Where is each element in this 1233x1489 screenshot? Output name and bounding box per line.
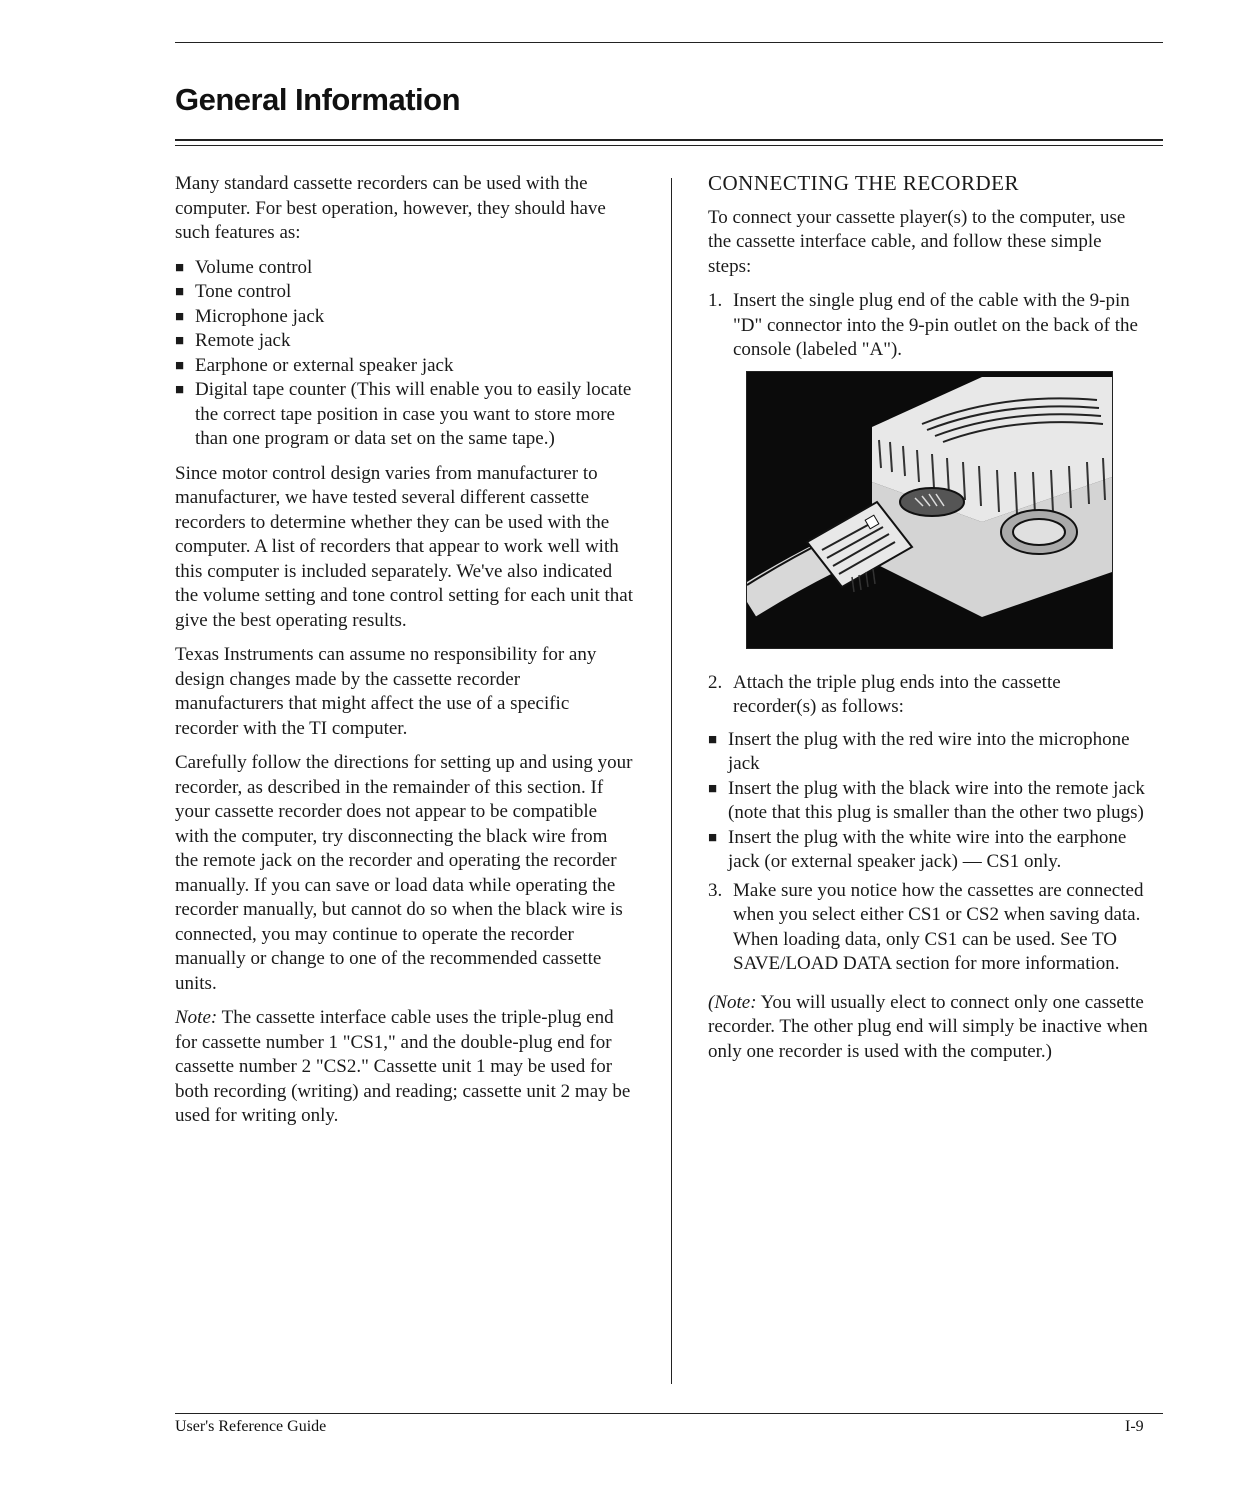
note-paragraph	[175, 1006, 633, 1129]
page-title: General Information	[175, 82, 461, 117]
left-column	[175, 172, 633, 1139]
title-rule-thin	[175, 145, 1163, 146]
column-divider	[671, 178, 672, 1384]
note-text: You will usually elect to connect only one cassette recorder. The other plug end will simply be inactive when only one recorder is used with the computer.)	[708, 991, 1148, 1062]
step-text: Attach the triple plug ends into the cassette recorder(s) as follows:	[733, 671, 1061, 717]
plug-sub-steps	[708, 728, 1148, 875]
right-note-paragraph	[708, 991, 1148, 1065]
list-item: ■ Digital tape counter (This will enable you to easily locate the correct tape position in case you want to store more than one program or data set on the same tape.)	[175, 378, 633, 452]
list-item: ■ Insert the plug with the white wire into the earphone jack (or external speaker jack) — CS1 only.	[708, 826, 1148, 875]
list-item: ■ Remote jack	[175, 329, 633, 354]
note-label: (Note:	[708, 991, 757, 1013]
section-heading: CONNECTING THE RECORDER	[708, 171, 1019, 195]
list-item: ■ Earphone or external speaker jack	[175, 354, 633, 379]
steps-list-a	[708, 289, 1148, 363]
intro-paragraph: Many standard cassette recorders can be used with the computer. For best operation, however, they should have such features as:	[175, 173, 606, 243]
steps-list-c	[708, 879, 1148, 977]
motor-control-paragraph: Since motor control design varies from manufacturer to manufacturer, we have tested several different cassette recorders to determine whether they can be used with the computer. A list of recorders that appear to work well with this computer is included separately. We've also indicated the volume setting and tone control setting for each unit that give the best operating results.	[175, 462, 633, 631]
responsibility-paragraph: Texas Instruments can assume no responsibility for any design changes made by the cassette recorder manufacturers that might affect the use of a specific recorder with the TI computer.	[175, 644, 597, 739]
note-text: The cassette interface cable uses the triple-plug end for cassette number 1 "CS1," and the double-plug end for cassette number 2 "CS2." Cassette unit 1 may be used for both recording (writing) and reading; cassette unit 2 may be used for writing only.	[175, 1007, 631, 1126]
step-text: Make sure you notice how the cassettes are connected when you select either CS1 or CS2 when saving data. When loading data, only CS1 can be used. See TO SAVE/LOAD DATA section for more information.	[733, 879, 1144, 974]
step-number: 1.	[708, 290, 723, 311]
list-item: ■ Tone control	[175, 280, 633, 305]
feature-list	[175, 256, 633, 452]
connect-intro: To connect your cassette player(s) to the computer, use the cassette interface cable, and follow these simple steps:	[708, 206, 1126, 277]
step-text: Insert the single plug end of the cable with the 9-pin "D" connector into the 9-pin outlet on the back of the console (labeled "A").	[733, 290, 1138, 360]
right-column	[708, 171, 1148, 1074]
console-connector-drawing	[747, 372, 1112, 648]
step-1	[708, 289, 1148, 363]
list-item: ■ Volume control	[175, 256, 633, 281]
connector-illustration	[746, 371, 1113, 649]
footer-guide-title: User's Reference Guide	[175, 1418, 327, 1435]
list-item: ■ Microphone jack	[175, 305, 633, 330]
step-2	[708, 671, 1148, 720]
step-3	[708, 879, 1148, 977]
note-label: Note:	[175, 1007, 218, 1028]
footer-rule	[175, 1413, 1163, 1414]
title-rule-thick	[175, 139, 1163, 141]
directions-paragraph: Carefully follow the directions for setting up and using your recorder, as described in the remainder of this section. If your cassette recorder does not appear to be compatible with the computer, try disconnecting the black wire from the remote jack on the recorder and operating the recorder manually. If you can save or load data while operating the recorder manually, but cannot do so when the black wire is connected, you may continue to operate the recorder manually or change to one of the recommended cassette units.	[175, 752, 633, 994]
page-number: I-9	[1125, 1418, 1144, 1435]
list-item: ■ Insert the plug with the black wire into the remote jack (note that this plug is smaller than the other two plugs)	[708, 777, 1148, 826]
step-number: 3.	[708, 879, 723, 901]
steps-list-b	[708, 671, 1148, 720]
top-rule	[175, 42, 1163, 43]
list-item: ■ Insert the plug with the red wire into the microphone jack	[708, 728, 1148, 777]
step-number: 2.	[708, 671, 723, 693]
